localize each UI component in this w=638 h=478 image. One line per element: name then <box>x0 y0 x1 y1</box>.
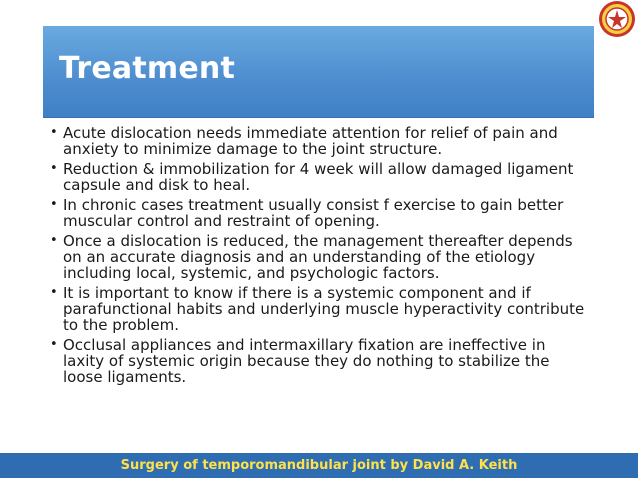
bullet-marker: • <box>50 337 58 352</box>
footer-bar <box>0 453 638 478</box>
bullet-item <box>50 125 590 157</box>
bullet-marker: • <box>50 125 58 140</box>
slide-title: Treatment <box>59 51 235 86</box>
bullet-text: Occlusal appliances and intermaxillary fixation are ineffective in laxity of systemic origin because they do nothing to stabilize the loose ligaments. <box>63 336 550 386</box>
bullet-text: Acute dislocation needs immediate attention for relief of pain and anxiety to minimize damage to the joint structure. <box>63 124 558 158</box>
bullet-marker: • <box>50 233 58 248</box>
bullet-item <box>50 161 590 193</box>
bullet-text: It is important to know if there is a systemic component and if parafunctional habits and underlying muscle hyperactivity contribute to the problem. <box>63 284 585 334</box>
bullet-list <box>50 125 590 389</box>
bullet-text: Once a dislocation is reduced, the management thereafter depends on an accurate diagnosis and an understanding of the etiology including local, systemic, and psychologic factors. <box>63 232 573 282</box>
bullet-marker: • <box>50 161 58 176</box>
footer-citation: Surgery of temporomandibular joint by David A. Keith <box>120 458 518 473</box>
bullet-item <box>50 197 590 229</box>
title-banner <box>43 26 594 118</box>
bullet-item <box>50 233 590 281</box>
bullet-item <box>50 285 590 333</box>
bullet-marker: • <box>50 197 58 212</box>
bullet-text: Reduction & immobilization for 4 week will allow damaged ligament capsule and disk to heal. <box>63 160 574 194</box>
bullet-item <box>50 337 590 385</box>
bullet-marker: • <box>50 285 58 300</box>
institution-seal-icon <box>598 0 636 38</box>
bullet-text: In chronic cases treatment usually consist f exercise to gain better muscular control and restraint of opening. <box>63 196 564 230</box>
